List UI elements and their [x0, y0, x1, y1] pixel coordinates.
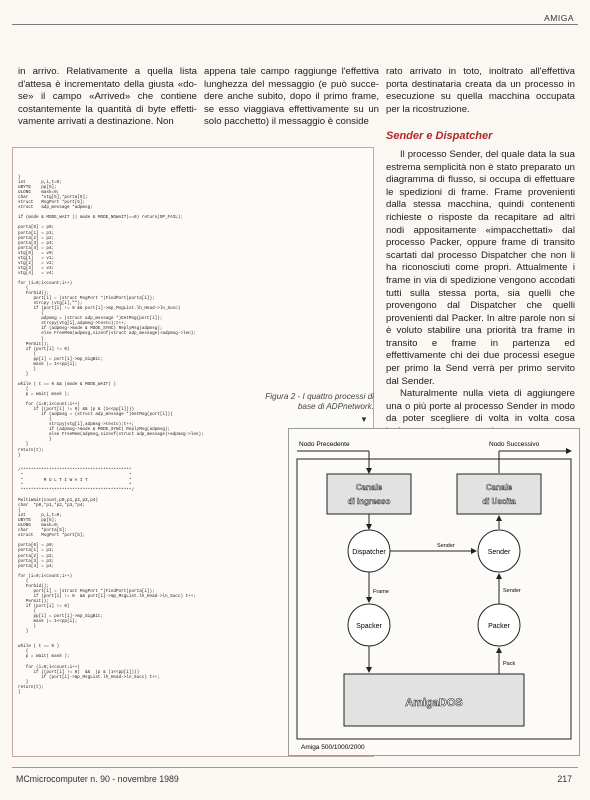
channel-out-label-2: di Uscita — [482, 497, 516, 506]
node-next-label: Nodo Successivo — [489, 441, 540, 448]
caption-arrow-icon: ▼ — [360, 415, 368, 424]
footer-publication: MCmicrocomputer n. 90 - novembre 1989 — [16, 774, 179, 784]
column-3-para2: Naturalmente nulla vieta di aggiungere una o più porte al processo Sender in modo da poter scegliere di volta in volta cosa — [386, 388, 575, 425]
column-3 — [386, 66, 575, 439]
diagram-svg — [289, 429, 579, 755]
node-prev-label: Nodo Precedente — [299, 441, 350, 448]
footer-rule — [12, 767, 578, 768]
channel-in-label-1: Canale — [355, 483, 383, 492]
figure-caption: Figura 2 - I quattro processi di base di ADPnetwork. — [265, 392, 374, 411]
header-rule — [12, 24, 578, 25]
amiga-model-label: Amiga 500/1000/2000 — [301, 744, 365, 751]
column-2-text: appena tale campo raggiunge l'effettiva lunghezza del messaggio (e può succedere anche subito, dopo il primo frame, se esso viaggiava effettivamente su un solo pacchetto) il messaggio è conside — [204, 66, 379, 128]
dispatcher-label: Dispatcher — [352, 549, 386, 556]
edge-pack-label: Pack — [503, 661, 516, 667]
column-3-para1: Il processo Sender, del quale data la sua estrema semplicità non è stato preparato un diagramma di flusso, si occupa di effettuare le spedizioni di frame. Frame provenienti dalla stessa macchina, quindi contenenti richieste o risposte da recapitare ad altri nodi appositamente «impacchettati» dal processo Packer, oppure frame di transito scartati dal processo Dispatcher che non li ha riconosciuti come propri. Attualmente i frame in via di spedizione vengono accodati tutti sulla stessa porta, sia quelli che provengono dal Dispatcher che quelli provenienti dal Packer. In altre parole non si è voluto stabilire una priorità tra frame in transito e frame in partenza ed effettivamente chi dei due processi esegue per primo la Send verrà per primo servito dal Sender. — [386, 148, 575, 387]
code-listing: } int p,i,t=0; UBYTE pp[5]; ULONG mask=0; char *vtg[5],*porta[5]; struct MsgPort *port[5]; struct adp_message *adpmsg; if (mode & MODE_WAIT || mode & MODE_NOWAIT)==0) return(OP_FAIL); porta[0] = p0; porta[1] = p1; porta[2] = p2; porta[3] = p3; porta[4] = p4; vtg[0] = v0; vtg[1] = v1; vtg[2] = v2; vtg[3] = v3; vtg[4] = v4; for (i=0;i<count;i++) { Forbid(); port[i] = (struct MsgPort *)FindPort(porta[i]); strcpy (vtg[i],""); if (port[i] != 0 && port[i]->mp_MsgList.lh_Head->ln_Succ) { adpmsg = (struct adp_message *)GetMsg(port[i]); strcpy(vtg[i],adpmsg->testo);t++; if (adpmsg->mode & MODE_SYNC) ReplyMsg(adpmsg); else FreeMem(adpmsg,sizeof(struct adp_message)+adpmsg->len); } Permit(); if (port[i] != 0) { pp[i] = port[i]->mp_SigBit; mask |= 1<<pp[i]; } } while ( t == 0 && (mode & MODE_WAIT) ) { p = Wait( mask ); for (i=0;i<count;i++) if ((port[i] != 0) && (p & (1<<pp[i]))) if (adpmsg = (struct adp_message *)GetMsg(port[i])) { strcpy(vtg[i],adpmsg->testo);t++; if (adpmsg->mode & MODE_SYNC) ReplyMsg(adpmsg); else FreeMem(adpmsg,sizeof(struct adp_message)+adpmsg->len); } } return(t); } /******************************************* * * * M U L T I W A I T * * * *******************************************/ MultiWait(count,p0,p1,p2,p3,p4) char *p0,*p1,*p2,*p3,*p4; { int p,i,t=0; UBYTE pp[5]; ULONG mask=0; char *porta[5]; struct MsgPort *port[5]; porta[0] = p0; porta[1] = p1; porta[2] = p2; porta[3] = p3; porta[4] = p4; for (i=0;i<count;i++) { Forbid(); port[i] = (struct MsgPort *)FindPort(porta[i]); if (port[i] != 0 && port[i]->mp_MsgList.lh_Head->ln_Succ) t++; Permit(); if (port[i] != 0) { pp[i] = port[i]->mp_SigBit; mask |= 1<<pp[i]; } } while ( t == 0 ) { p = Wait( mask ); for (i=0;i<count;i++) if ((port[i] != 0) && (p & (1<<pp[i]))) if (port[i]->mp_MsgList.lh_Head->ln_Succ) t++; } return(t); } — [18, 175, 204, 695]
amigados-label: AmigaDOS — [405, 697, 463, 709]
channel-out-label-1: Canale — [485, 483, 513, 492]
edge-sender2-label: Sender — [503, 588, 521, 594]
channel-out-box — [457, 474, 541, 514]
page-number: 217 — [557, 774, 572, 784]
column-3-intro: rato arrivato in toto, inoltrato all'effettiva porta destinataria creata da un processo in esecuzione su quella macchina occupata per la ricostruzione. — [386, 66, 575, 115]
sender-label: Sender — [487, 549, 511, 556]
column-1-text: in arrivo. Relativamente a quella lista d'attesa è incrementato della giusta «dose» il campo «Arrived» che contiene costantemente la quantità di byte effettivamente arrivati a destinazione. Non — [18, 66, 197, 128]
edge-sender-label: Sender — [437, 543, 455, 549]
section-title: Sender e Dispatcher — [386, 130, 493, 143]
figure-2-diagram — [288, 428, 580, 756]
spacker-label: Spacker — [356, 623, 382, 630]
column-2 — [204, 66, 379, 129]
channel-in-label-2: di Ingresso — [347, 497, 391, 506]
column-1 — [18, 66, 197, 129]
edge-frame-label: Frame — [373, 589, 389, 595]
packer-label: Packer — [488, 623, 510, 630]
channel-in-box — [327, 474, 411, 514]
section-label: AMIGA — [544, 13, 574, 23]
